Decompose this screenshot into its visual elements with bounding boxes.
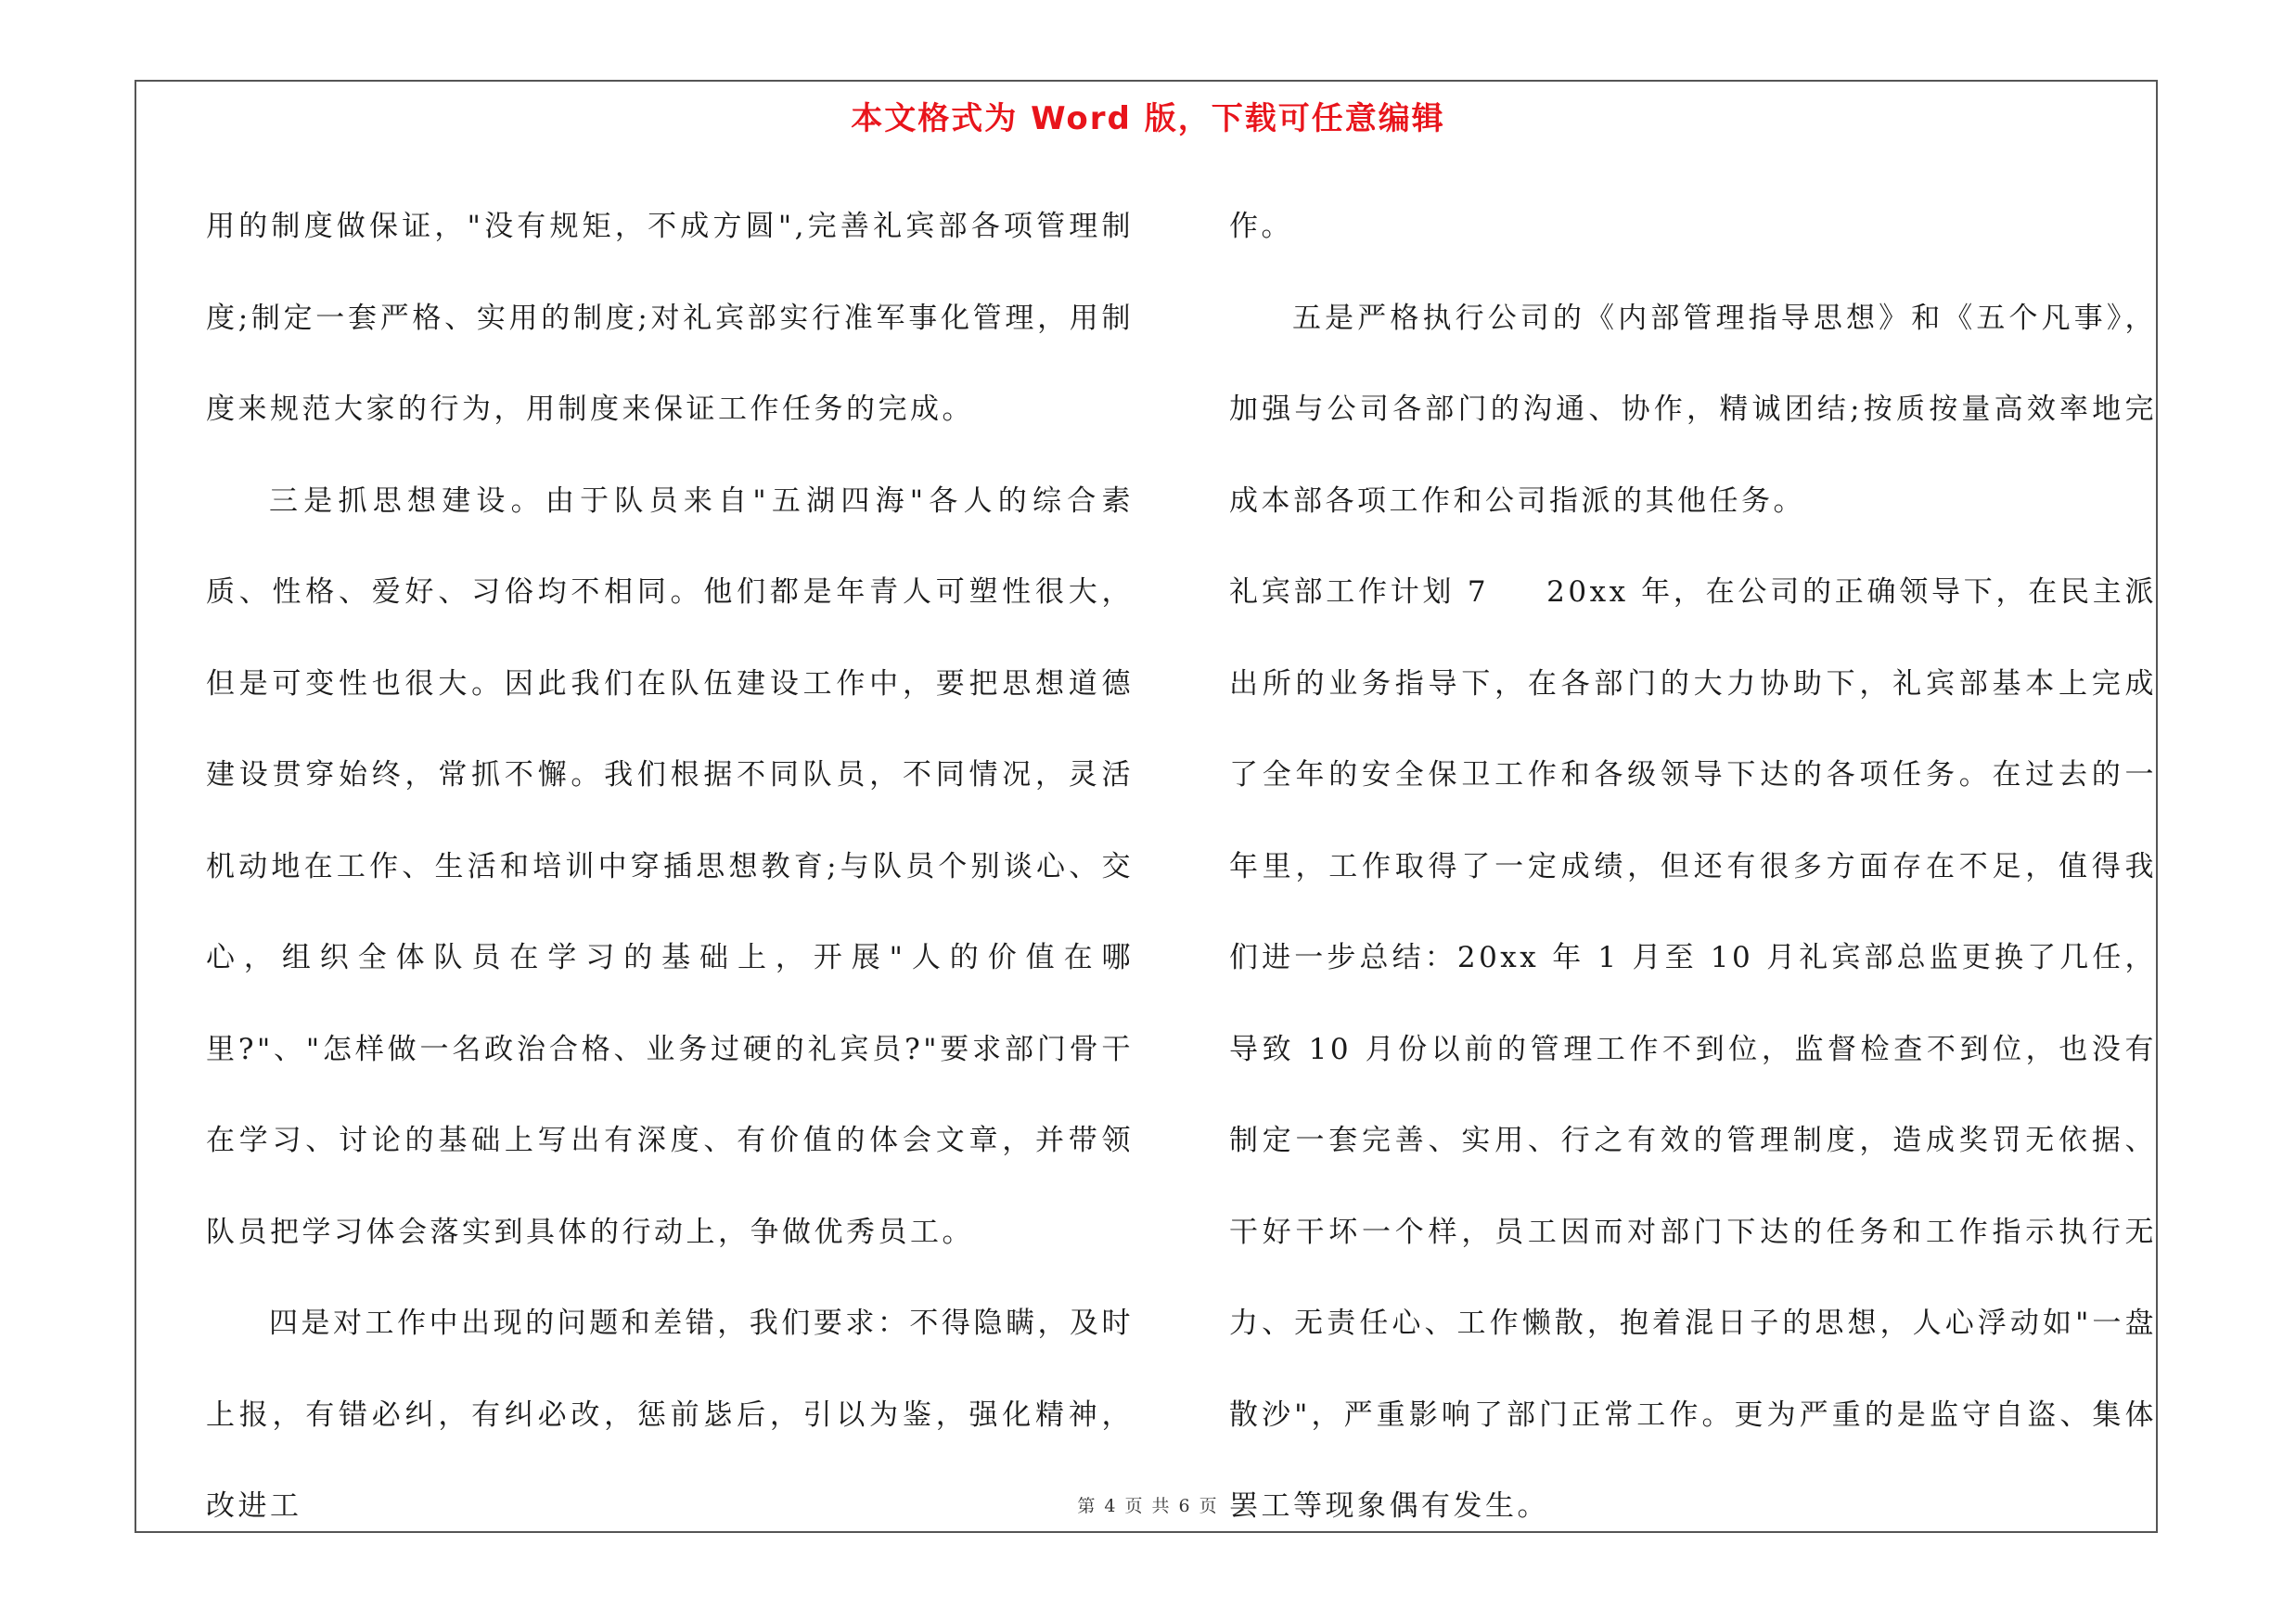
paragraph: 四是对工作中出现的问题和差错，我们要求：不得隐瞒，及时上报，有错必纠，有纠必改，惩前毖后，引以为鉴，强化精神，改进工 [206,1307,1134,1523]
paragraph: 用的制度做保证，"没有规矩，不成方圆",完善礼宾部各项管理制度;制定一套严格、实用的制度;对礼宾部实行准军事化管理，用制度来规范大家的行为，用制度来保证工作任务的完成。 [206,210,1134,426]
paragraph: 五是严格执行公司的《内部管理指导思想》和《五个凡事》，加强与公司各部门的沟通、协作，精诚团结;按质按量高效率地完成本部各项工作和公司指派的其他任务。 [1229,301,2157,518]
page-number: 第 4 页 共 6 页 [1077,1496,1219,1516]
word-format-banner: 本文格式为 Word 版，下载可任意编辑 [851,100,1445,137]
paragraph: 作。 [1229,210,1293,243]
right-text-column [1229,181,2157,1552]
paragraph: 三是抓思想建设。由于队员来自"五湖四海"各人的综合素质、性格、爱好、习俗均不相同。他们都是年青人可塑性很大，但是可变性也很大。因此我们在队伍建设工作中，要把思想道德建设贯穿始终，常抓不懈。我们根据不同队员，不同情况，灵活机动地在工作、生活和培训中穿插思想教育;与队员个别谈心、交心，组织全体队员在学习的基础上，开展"人的价值在哪里?"、"怎样做一名政治合格、业务过硬的礼宾员?"要求部门骨干在学习、讨论的基础上写出有深度、有价值的体会文章，并带领队员把学习体会落实到具体的行动上，争做优秀员工。 [206,483,1134,1249]
plan-paragraph [1229,547,2157,1552]
section-body: 20xx 年，在公司的正确领导下，在民主派出所的业务指导下，在各部门的大力协助下，礼宾部基本上完成了全年的安全保卫工作和各级领导下达的各项任务。在过去的一年里，工作取得了一定成绩，但还有很多方面存在不足，值得我们进一步总结：20xx 年 1 月至 10 月礼宾部总监更换了几任，导致 10 月份以前的管理工作不到位，监督检查不到位，也没有制定一套完善、实用、行之有效的管理制度，造成奖罚无依据、干好干坏一个样，员工因而对部门下达的任务和工作指示执行无力、无责任心、工作懒散，抱着混日子的思想，人心浮动如"一盘散沙"，严重影响了部门正常工作。更为严重的是监守自盗、集体罢工等现象偶有发生。 [1229,575,2158,1523]
section-title: 礼宾部工作计划 7 [1229,575,1490,609]
left-text-column [206,181,1134,1552]
